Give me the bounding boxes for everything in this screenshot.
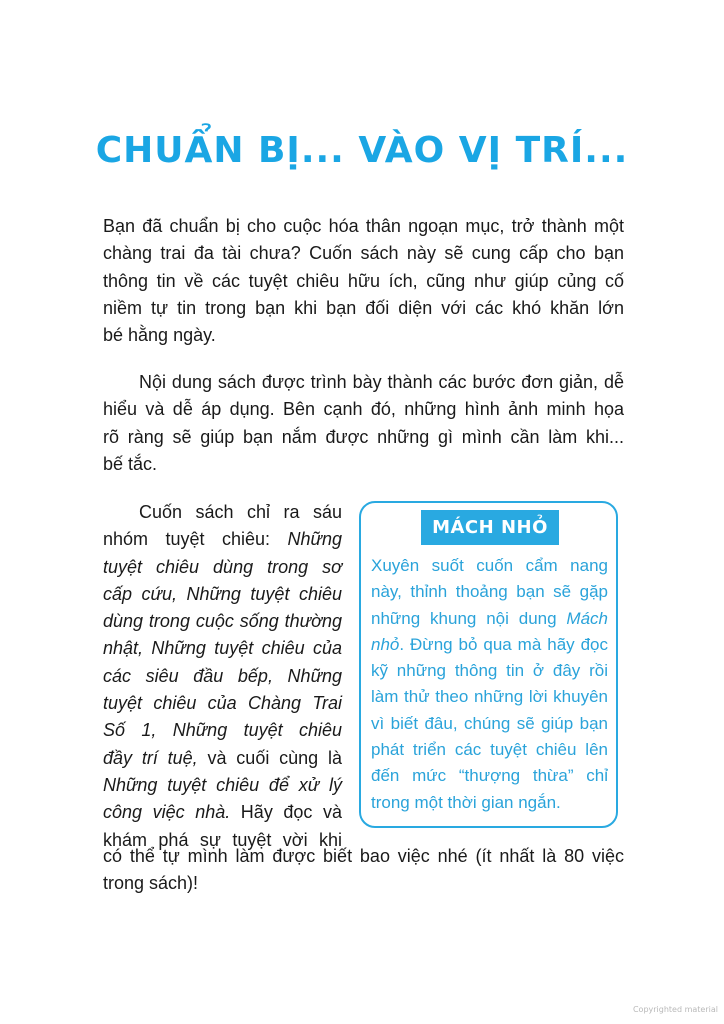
groups-line bbox=[103, 799, 342, 826]
intro-line: thông tin về các tuyệt chiêu hữu ích, cũng như giúp củng cố bbox=[103, 270, 624, 291]
tip-italic-text: nhỏ bbox=[371, 634, 400, 654]
groups-italic-text: các siêu đầu bếp, Những bbox=[103, 665, 342, 686]
tip-line: kỹ những thông tin ở đây rồi bbox=[371, 661, 608, 681]
tip-line: đến mức “thượng thừa” chỉ bbox=[371, 766, 608, 786]
tip-body bbox=[371, 553, 608, 816]
copyright-watermark: Copyrighted material bbox=[632, 1005, 718, 1014]
groups-italic-text: công việc nhà. bbox=[103, 802, 231, 823]
groups-italic-text: cấp cứu, Những tuyệt chiêu bbox=[103, 583, 342, 604]
tip-line bbox=[371, 632, 608, 658]
content-line: Nội dung sách được trình bày thành các bước đơn giản, dễ bbox=[139, 372, 624, 392]
intro-line: Bạn đã chuẩn bị cho cuộc hóa thân ngoạn mục, trở thành một bbox=[103, 216, 624, 236]
intro-line: niềm tự tin trong bạn khi bạn đối diện với các khó khăn lớn bbox=[103, 297, 624, 318]
groups-line bbox=[103, 581, 342, 608]
groups-line bbox=[103, 635, 342, 662]
tip-text: những khung nội dung bbox=[371, 608, 567, 628]
groups-line: Cuốn sách chỉ ra sáu bbox=[139, 502, 342, 522]
groups-line bbox=[103, 526, 342, 553]
tip-line: này, thỉnh thoảng bạn sẽ gặp bbox=[371, 582, 608, 602]
content-line: bế tắc. bbox=[103, 453, 158, 474]
groups-italic-text: dùng trong cuộc sống thường bbox=[103, 611, 342, 632]
groups-italic-text: Những tuyệt chiêu để xử lý bbox=[103, 774, 342, 795]
tip-box bbox=[359, 501, 618, 828]
tip-line bbox=[371, 606, 608, 632]
groups-italic-text: tuyệt chiêu của Chàng Trai bbox=[103, 693, 342, 714]
tip-text: . Đừng bỏ qua mà hãy đọc bbox=[399, 634, 608, 654]
tip-line: phát triển các tuyệt chiêu lên bbox=[371, 740, 608, 760]
intro-line: chàng trai đa tài chưa? Cuốn sách này sẽ cung cấp cho bạn bbox=[103, 243, 624, 264]
groups-text: nhóm tuyệt chiêu: bbox=[103, 529, 288, 550]
groups-italic-text: Những bbox=[287, 529, 342, 550]
content-line: hiểu và dễ áp dụng. Bên cạnh đó, những hình ảnh minh họa bbox=[103, 399, 624, 420]
intro-line: bé hằng ngày. bbox=[103, 325, 216, 346]
page-title: CHUẨN BỊ... VÀO VỊ TRÍ... bbox=[95, 130, 629, 171]
tip-label: MÁCH NHỎ bbox=[421, 510, 559, 545]
groups-line: trong sách)! bbox=[103, 873, 199, 894]
groups-text: Hãy đọc và bbox=[230, 802, 343, 823]
groups-paragraph bbox=[103, 499, 342, 854]
groups-line bbox=[103, 663, 342, 690]
groups-italic-text: nhật, Những tuyệt chiêu của bbox=[103, 638, 342, 659]
tip-line: Xuyên suốt cuốn cẩm nang bbox=[371, 556, 608, 575]
groups-line bbox=[103, 690, 342, 717]
groups-line bbox=[103, 554, 342, 581]
groups-paragraph-tail bbox=[103, 843, 624, 898]
tip-line: vì biết đâu, chúng sẽ giúp bạn bbox=[371, 713, 608, 733]
groups-text: và cuối cùng là bbox=[197, 747, 342, 768]
tip-line: làm thử theo những lời khuyên bbox=[371, 687, 608, 707]
groups-italic-text: tuyệt chiêu dùng trong sơ bbox=[103, 556, 342, 577]
groups-line bbox=[103, 772, 342, 799]
groups-italic-text: đầy trí tuệ, bbox=[103, 747, 198, 768]
tip-line: trong một thời gian ngắn. bbox=[371, 792, 561, 812]
groups-line bbox=[103, 608, 342, 635]
groups-line bbox=[103, 717, 342, 744]
tip-italic-text: Mách bbox=[566, 608, 608, 628]
groups-line: có thể tự mình làm được biết bao việc nhé (ít nhất là 80 việc bbox=[103, 846, 624, 866]
groups-line bbox=[103, 745, 342, 772]
groups-line: khám phá sự tuyệt vời khi bbox=[103, 829, 342, 850]
groups-italic-text: Số 1, Những tuyệt chiêu bbox=[103, 720, 342, 741]
content-paragraph bbox=[103, 369, 624, 478]
content-line: rõ ràng sẽ giúp bạn nắm được những gì mình cần làm khi... bbox=[103, 426, 624, 447]
intro-paragraph bbox=[103, 213, 624, 349]
